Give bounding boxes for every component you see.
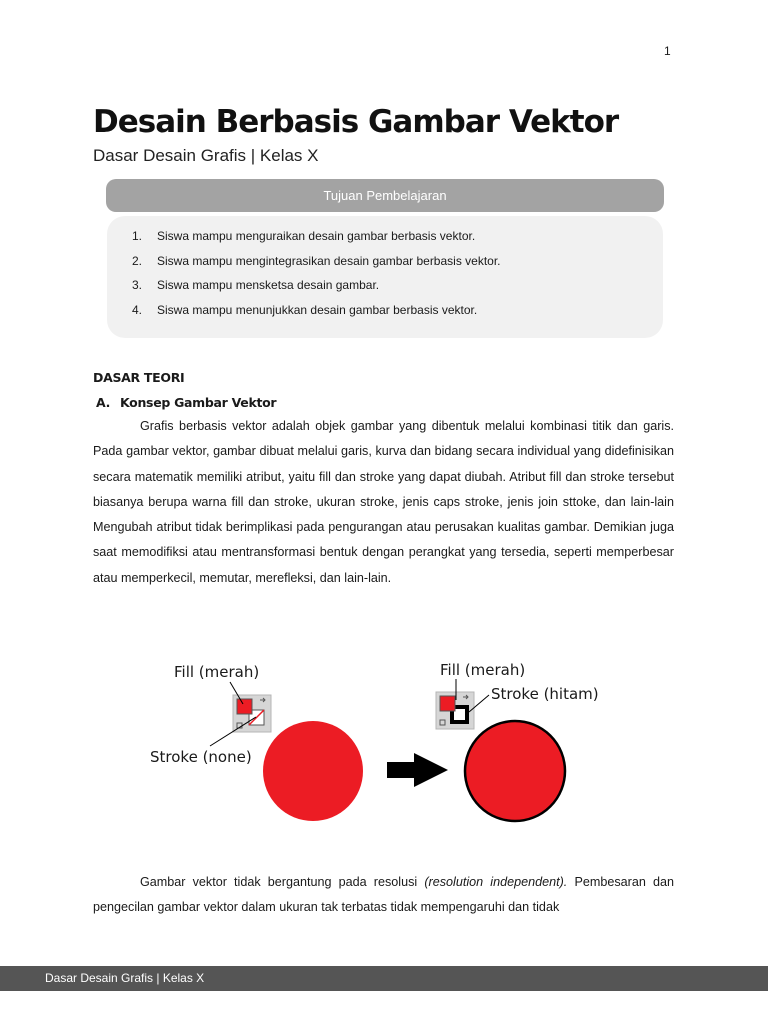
objectives-list xyxy=(132,228,501,326)
objective-text: Siswa mampu menunjukkan desain gambar berbasis vektor. xyxy=(157,302,478,317)
left-stroke-label: Stroke (none) xyxy=(150,748,252,766)
red-circle-no-stroke xyxy=(263,721,363,821)
paragraph-emphasis: (resolution independent). xyxy=(424,875,568,889)
page-title: Desain Berbasis Gambar Vektor xyxy=(93,104,619,140)
right-fill-label: Fill (merah) xyxy=(440,661,526,679)
objective-item xyxy=(132,302,501,327)
section-heading: DASAR TEORI xyxy=(93,370,185,385)
objective-number: 1. xyxy=(132,229,143,243)
page-subtitle: Dasar Desain Grafis | Kelas X xyxy=(93,146,319,165)
body-paragraph: Grafis berbasis vektor adalah objek gambar yang dibentuk melalui kombinasi titik dan garis. Pada gambar vektor, gambar dibuat melalui garis, kurva dan bidang secara individual yang didefinisikan secara matematik memiliki atribut, yaitu fill dan stroke yang dapat diubah. Atribut fill dan stroke tersebut biasanya berupa warna fill dan stroke, ukuran stroke, jenis caps stroke, jenis join sttoke, dan lain-lain Mengubah atribut tidak berimplikasi pada pengurangan atau perusakan kualitas gambar. Demikian juga saat memodifiksi atau mentransformasi bentuk dengan perangkat yang tersedia, seperti memperbesar atau memperkecil, memutar, merefleksi, dan lain-lain. xyxy=(93,419,674,585)
objectives-box xyxy=(107,216,663,338)
objective-number: 2. xyxy=(132,253,143,268)
footer-bar xyxy=(0,966,768,991)
subsection-title: Konsep Gambar Vektor xyxy=(120,395,277,410)
left-fill-label: Fill (merah) xyxy=(174,663,260,681)
page-number: 1 xyxy=(664,44,671,58)
paragraph-text: Pembesaran dan pengecilan gambar vektor dalam ukuran tak terbatas tidak mempengaruhi dan tidak xyxy=(93,875,674,915)
color-swatch-icon xyxy=(233,695,271,732)
objective-item xyxy=(132,277,501,302)
body-paragraph xyxy=(93,870,674,921)
objective-text: Siswa mampu menguraikan desain gambar berbasis vektor. xyxy=(157,229,476,243)
objective-item xyxy=(132,228,501,253)
subsection-letter: A. xyxy=(96,395,111,410)
objective-number: 4. xyxy=(132,302,143,317)
objective-number: 3. xyxy=(132,278,143,292)
color-swatch-icon xyxy=(436,692,474,729)
fill-stroke-figure xyxy=(140,650,620,830)
red-circle-black-stroke xyxy=(465,721,565,821)
subsection-heading xyxy=(96,395,276,410)
objective-item xyxy=(132,253,501,278)
objective-text: Siswa mampu mensketsa desain gambar. xyxy=(157,278,380,292)
footer-text: Dasar Desain Grafis | Kelas X xyxy=(45,971,205,985)
objectives-heading: Tujuan Pembelajaran xyxy=(106,179,664,212)
arrow-right-icon xyxy=(387,753,448,787)
paragraph-text: Gambar vektor tidak bergantung pada resolusi xyxy=(140,875,425,889)
objective-text: Siswa mampu mengintegrasikan desain gambar berbasis vektor. xyxy=(157,253,501,268)
right-stroke-label: Stroke (hitam) xyxy=(491,685,599,703)
